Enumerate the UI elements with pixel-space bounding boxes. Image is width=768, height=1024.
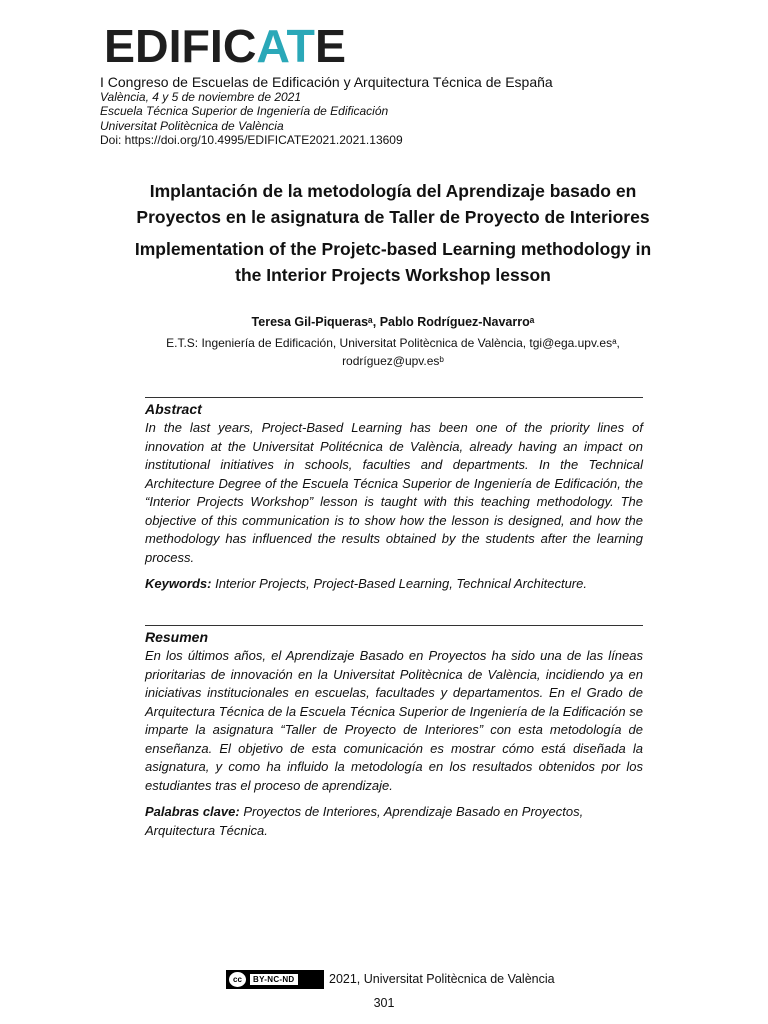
title-es-line2: Proyectos en le asignatura de Taller de Proyecto de Interiores (136, 207, 650, 227)
resumen-heading: Resumen (145, 629, 209, 645)
doi-link[interactable]: Doi: https://doi.org/10.4995/EDIFICATE2021.2021.13609 (100, 133, 403, 147)
title-en-line1: Implementation of the Projetc-based Learning methodology in (134, 239, 652, 259)
svg-text:EDIFICATE: EDIFICATE (104, 24, 346, 66)
affiliation (100, 334, 686, 370)
cc-icon: cc (229, 972, 246, 987)
page-number: 301 (373, 996, 395, 1010)
abstract-section (145, 397, 643, 594)
cc-license-text: BY-NC-ND (250, 974, 298, 985)
resumen-section (145, 625, 643, 840)
affiliation-line1: E.T.S: Ingeniería de Edificación, Universitat Politècnica de València, tgi@ega.upv.esᵃ, (166, 336, 620, 350)
conference-name: I Congreso de Escuelas de Edificación y Arquitectura Técnica de España (100, 74, 553, 90)
resumen-keywords (145, 803, 643, 840)
edificate-logo-mark (104, 24, 346, 66)
conference-dates: València, 4 y 5 de noviembre de 2021 (100, 89, 302, 104)
palabras-clave-value: Proyectos de Interiores, Aprendizaje Basado en Proyectos, Arquitectura Técnica. (145, 804, 584, 838)
authors: Teresa Gil-Piquerasᵃ, Pablo Rodríguez-Navarroᵃ (251, 315, 535, 329)
abstract-keywords (145, 575, 643, 594)
cc-license-badge[interactable] (226, 970, 324, 989)
resumen-body: En los últimos años, el Aprendizaje Basado en Proyectos ha sido una de las líneas prioritarias de innovación en la Universitat Politècnica de València, incidiendo ya en iniciativas institucionales en escuelas, facultades y departamentos. En el Grado de Arquitectura Técnica de la Escuela Técnica Superior de Ingeniería de la Edificación se imparte la asignatura “Taller de Proyecto de Interiores” con esta metodología de enseñanza. El objetivo de esta comunicación es mostrar cómo está diseñada la asignatura, y como ha influido la metodología en los resultados obtenidos por los estudiantes tras el proceso de aprendizaje. (145, 648, 643, 793)
abstract-body: In the last years, Project-Based Learning has been one of the priority lines of innovation at the Universitat Politécnica de València, already having an impact on institutional initiatives in schools, faculties and departments. In the Technical Architecture Degree of the Escuela Técnica Superior de Ingeniería de Edificación, the “Interior Projects Workshop” lesson is taught with this teaching methodology. The objective of this communication is to show how the lesson is designed, and how the methodology has influenced the results obtained by the students after the learning process. (145, 420, 643, 565)
conference-university: Universitat Politècnica de València (100, 118, 284, 133)
conference-school: Escuela Técnica Superior de Ingeniería de Edificación (100, 104, 389, 118)
abstract-divider (145, 397, 643, 398)
copyright: 2021, Universitat Politècnica de València (329, 972, 555, 986)
edificate-logo (104, 24, 346, 66)
abstract-heading: Abstract (145, 401, 202, 417)
palabras-clave-label: Palabras clave: (145, 804, 240, 819)
keywords-value: Interior Projects, Project-Based Learning, Technical Architecture. (215, 576, 587, 591)
paper-title-english (80, 236, 706, 288)
title-en-line2: the Interior Projects Workshop lesson (235, 265, 551, 285)
conference-info (100, 75, 660, 148)
paper-title-spanish (80, 178, 706, 230)
title-es-line1: Implantación de la metodología del Aprendizaje basado en (149, 181, 637, 201)
resumen-divider (145, 625, 643, 626)
footer (226, 970, 626, 988)
keywords-label: Keywords: (145, 576, 212, 591)
affiliation-line2: rodríguez@upv.esᵇ (342, 354, 444, 368)
